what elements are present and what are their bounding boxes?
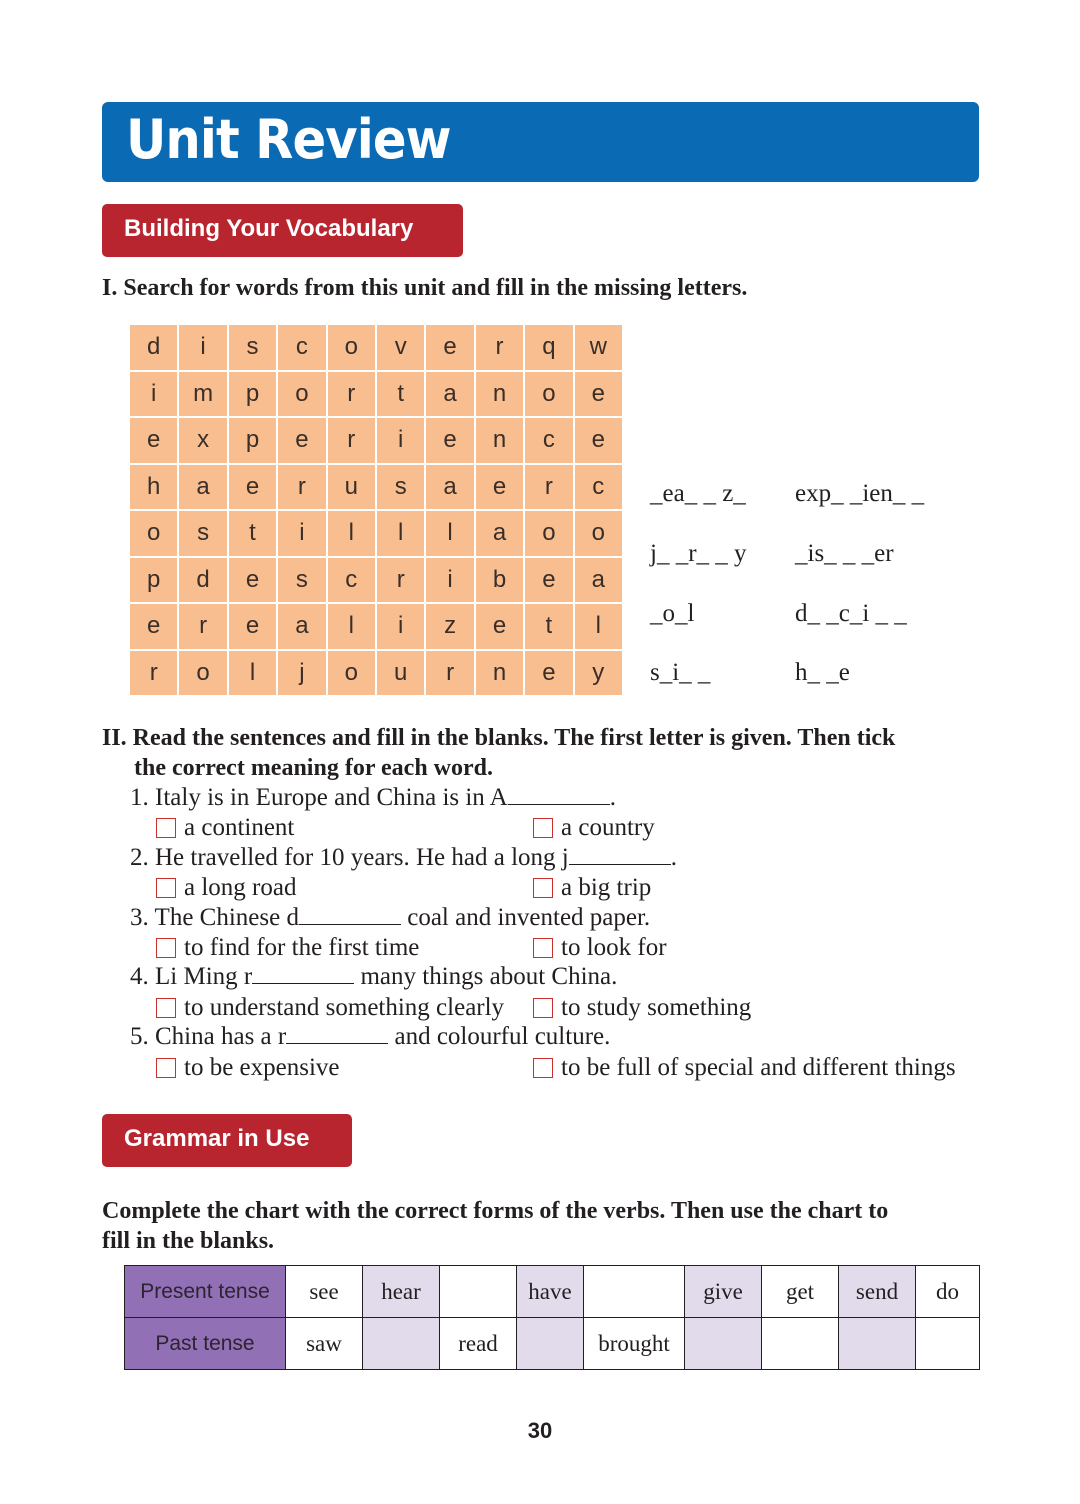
grid-letter-cell[interactable]: r [426, 651, 473, 696]
grid-letter-cell[interactable]: a [575, 558, 622, 603]
grid-letter-cell[interactable]: i [130, 372, 177, 417]
grid-letter-cell[interactable]: s [377, 465, 424, 510]
question-text: 3. The Chinese d [130, 904, 299, 931]
grid-letter-cell[interactable]: p [229, 372, 276, 417]
grid-letter-cell[interactable]: e [229, 558, 276, 603]
part1-instruction: I. Search for words from this unit and fill in the missing letters. [102, 275, 748, 301]
question-text: 2. He travelled for 10 years. He had a long j [130, 844, 569, 871]
grid-letter-cell[interactable]: r [328, 372, 375, 417]
table-cell[interactable]: hear [363, 1266, 440, 1318]
option-a[interactable] [156, 934, 419, 962]
grid-letter-cell[interactable]: e [229, 465, 276, 510]
grid-letter-cell[interactable]: s [179, 511, 226, 556]
grid-letter-cell[interactable]: z [426, 604, 473, 649]
question-1 [130, 784, 616, 812]
checkbox-icon[interactable] [533, 818, 553, 838]
table-cell[interactable]: saw [286, 1318, 363, 1370]
grid-letter-cell[interactable]: i [377, 418, 424, 463]
clue-item: j_ _r_ _ y [650, 540, 747, 567]
grid-letter-cell[interactable]: l [575, 604, 622, 649]
checkbox-icon[interactable] [533, 938, 553, 958]
answer-blank[interactable] [508, 784, 610, 805]
grid-letter-cell[interactable]: a [426, 372, 473, 417]
table-cell[interactable] [839, 1318, 916, 1370]
clue-item: _ea_ _ z_ [650, 480, 746, 507]
table-cell[interactable]: give [685, 1266, 762, 1318]
grid-letter-cell[interactable]: i [179, 325, 226, 370]
clue-item: _is_ _ _er [795, 540, 894, 567]
option-label: a big trip [561, 874, 652, 901]
grid-letter-cell[interactable]: e [426, 418, 473, 463]
option-label: to find for the first time [184, 934, 420, 961]
grid-letter-cell[interactable]: l [377, 511, 424, 556]
grid-letter-cell[interactable]: p [130, 558, 177, 603]
grid-letter-cell[interactable]: e [130, 604, 177, 649]
option-label: a long road [184, 874, 297, 901]
unit-review-banner [102, 102, 979, 182]
grid-letter-cell[interactable]: c [328, 558, 375, 603]
word-search-grid [128, 323, 624, 697]
grid-letter-cell[interactable]: u [328, 465, 375, 510]
part2-instruction-line2: the correct meaning for each word. [134, 755, 494, 781]
answer-blank[interactable] [252, 963, 354, 984]
verb-forms-table [124, 1265, 980, 1370]
option-a[interactable] [156, 1054, 340, 1082]
checkbox-icon[interactable] [156, 878, 176, 898]
grid-letter-cell[interactable]: e [575, 372, 622, 417]
grid-letter-cell[interactable]: l [328, 511, 375, 556]
checkbox-icon[interactable] [156, 818, 176, 838]
page-number: 30 [527, 1418, 553, 1443]
grid-letter-cell[interactable]: o [328, 651, 375, 696]
grid-letter-cell[interactable]: o [130, 511, 177, 556]
grid-letter-cell[interactable]: i [426, 558, 473, 603]
answer-blank[interactable] [569, 844, 671, 865]
part2-instruction-line1: II. Read the sentences and fill in the blanks. The first letter is given. Then tick [102, 725, 896, 751]
grid-letter-cell[interactable]: r [328, 418, 375, 463]
row-header-past: Past tense [125, 1318, 286, 1370]
question-2 [130, 844, 677, 872]
grid-letter-cell[interactable]: e [278, 418, 325, 463]
grid-letter-cell[interactable]: e [476, 465, 523, 510]
option-label: a continent [184, 814, 295, 841]
checkbox-icon[interactable] [156, 938, 176, 958]
option-label: a country [561, 814, 655, 841]
grid-letter-cell[interactable]: h [130, 465, 177, 510]
vocabulary-section-label: Building Your Vocabulary [124, 215, 414, 242]
grid-letter-cell[interactable]: s [229, 325, 276, 370]
clue-item: h_ _e [795, 659, 850, 686]
question-text-end: coal and invented paper. [400, 904, 651, 931]
table-cell[interactable] [584, 1266, 685, 1318]
grid-letter-cell[interactable]: e [525, 558, 572, 603]
table-cell[interactable] [916, 1318, 980, 1370]
grid-letter-cell[interactable]: a [179, 465, 226, 510]
grid-letter-cell[interactable]: w [575, 325, 622, 370]
grid-letter-cell[interactable]: r [476, 325, 523, 370]
table-cell[interactable]: brought [584, 1318, 685, 1370]
grid-letter-cell[interactable]: r [377, 558, 424, 603]
table-cell[interactable] [685, 1318, 762, 1370]
grid-letter-cell[interactable]: r [130, 651, 177, 696]
checkbox-icon[interactable] [533, 878, 553, 898]
grid-letter-cell[interactable]: e [130, 418, 177, 463]
clue-item: s_i_ _ [650, 659, 711, 686]
checkbox-icon[interactable] [533, 1058, 553, 1078]
row-header-present: Present tense [125, 1266, 286, 1318]
option-label: to be expensive [184, 1054, 340, 1081]
vocabulary-section-tab [102, 204, 463, 257]
table-cell[interactable]: have [517, 1266, 584, 1318]
clue-item: d_ _c_i _ _ [795, 600, 907, 627]
option-label: to be full of special and different things [561, 1054, 956, 1081]
grid-letter-cell[interactable]: t [229, 511, 276, 556]
option-a[interactable] [156, 874, 296, 902]
grid-letter-cell[interactable]: c [525, 418, 572, 463]
grid-letter-cell[interactable]: d [179, 558, 226, 603]
grid-letter-cell[interactable]: b [476, 558, 523, 603]
answer-blank[interactable] [299, 904, 401, 925]
grid-letter-cell[interactable]: a [426, 465, 473, 510]
grid-letter-cell[interactable]: a [278, 604, 325, 649]
grid-letter-cell[interactable]: l [426, 511, 473, 556]
grid-letter-cell[interactable]: s [278, 558, 325, 603]
table-cell[interactable]: get [762, 1266, 839, 1318]
grid-letter-cell[interactable]: o [575, 511, 622, 556]
grid-letter-cell[interactable]: o [525, 511, 572, 556]
grid-letter-cell[interactable]: e [476, 604, 523, 649]
grid-letter-cell[interactable]: t [525, 604, 572, 649]
table-cell[interactable]: send [839, 1266, 916, 1318]
table-cell[interactable]: see [286, 1266, 363, 1318]
question-4 [130, 963, 617, 991]
grid-letter-cell[interactable]: e [229, 604, 276, 649]
grid-letter-cell[interactable]: e [426, 325, 473, 370]
grid-letter-cell[interactable]: y [575, 651, 622, 696]
question-5 [130, 1023, 610, 1051]
grid-letter-cell[interactable]: r [278, 465, 325, 510]
grid-letter-cell[interactable]: r [525, 465, 572, 510]
answer-blank[interactable] [286, 1023, 388, 1044]
question-text: 5. China has a r [130, 1023, 287, 1050]
grid-letter-cell[interactable]: l [229, 651, 276, 696]
grid-letter-cell[interactable]: t [377, 372, 424, 417]
option-b[interactable] [533, 934, 667, 962]
grammar-section-tab [102, 1114, 352, 1167]
grid-letter-cell[interactable]: x [179, 418, 226, 463]
question-text-end: and colourful culture. [388, 1023, 611, 1050]
grid-letter-cell[interactable]: v [377, 325, 424, 370]
grid-letter-cell[interactable]: i [278, 511, 325, 556]
grid-letter-cell[interactable]: r [179, 604, 226, 649]
grid-letter-cell[interactable]: o [525, 372, 572, 417]
grid-letter-cell[interactable]: n [476, 651, 523, 696]
grammar-instruction-line2: fill in the blanks. [102, 1228, 275, 1254]
grid-letter-cell[interactable]: o [328, 325, 375, 370]
clue-item: exp_ _ien_ _ [795, 480, 925, 507]
grid-letter-cell[interactable]: c [575, 465, 622, 510]
grammar-section-label: Grammar in Use [124, 1125, 310, 1152]
option-label: to study something [561, 994, 752, 1021]
option-b[interactable] [533, 994, 751, 1022]
table-cell[interactable] [440, 1266, 517, 1318]
checkbox-icon[interactable] [156, 998, 176, 1018]
grid-letter-cell[interactable]: n [476, 372, 523, 417]
grid-letter-cell[interactable]: i [377, 604, 424, 649]
grid-letter-cell[interactable]: u [377, 651, 424, 696]
table-cell[interactable] [517, 1318, 584, 1370]
grid-letter-cell[interactable]: o [278, 372, 325, 417]
grid-letter-cell[interactable]: l [328, 604, 375, 649]
option-b[interactable] [533, 1054, 956, 1082]
grammar-instruction-line1: Complete the chart with the correct forms of the verbs. Then use the chart to [102, 1198, 889, 1224]
question-text: 1. Italy is in Europe and China is in A [130, 784, 508, 811]
grid-letter-cell[interactable]: a [476, 511, 523, 556]
option-label: to understand something clearly [184, 994, 505, 1021]
grid-letter-cell[interactable]: q [525, 325, 572, 370]
question-3 [130, 904, 650, 932]
question-text: 4. Li Ming r [130, 963, 253, 990]
option-b[interactable] [533, 874, 651, 902]
option-b[interactable] [533, 814, 655, 842]
option-label: to look for [561, 934, 667, 961]
table-row [125, 1266, 980, 1318]
option-a[interactable] [156, 994, 504, 1022]
grid-letter-cell[interactable]: j [278, 651, 325, 696]
option-a[interactable] [156, 814, 294, 842]
grid-letter-cell[interactable]: m [179, 372, 226, 417]
grid-letter-cell[interactable]: e [575, 418, 622, 463]
clue-item: _o_l [650, 600, 695, 627]
grid-letter-cell[interactable]: o [179, 651, 226, 696]
page-title: Unit Review [126, 108, 451, 171]
grid-letter-cell[interactable]: d [130, 325, 177, 370]
table-cell[interactable] [762, 1318, 839, 1370]
grid-letter-cell[interactable]: n [476, 418, 523, 463]
table-cell[interactable]: read [440, 1318, 517, 1370]
table-cell[interactable]: do [916, 1266, 980, 1318]
table-cell[interactable] [363, 1318, 440, 1370]
checkbox-icon[interactable] [156, 1058, 176, 1078]
table-row [125, 1318, 980, 1370]
question-text-end: many things about China. [354, 963, 618, 990]
question-text-end: . [609, 784, 616, 811]
grid-letter-cell[interactable]: c [278, 325, 325, 370]
checkbox-icon[interactable] [533, 998, 553, 1018]
question-text-end: . [670, 844, 677, 871]
grid-letter-cell[interactable]: e [525, 651, 572, 696]
grid-letter-cell[interactable]: p [229, 418, 276, 463]
